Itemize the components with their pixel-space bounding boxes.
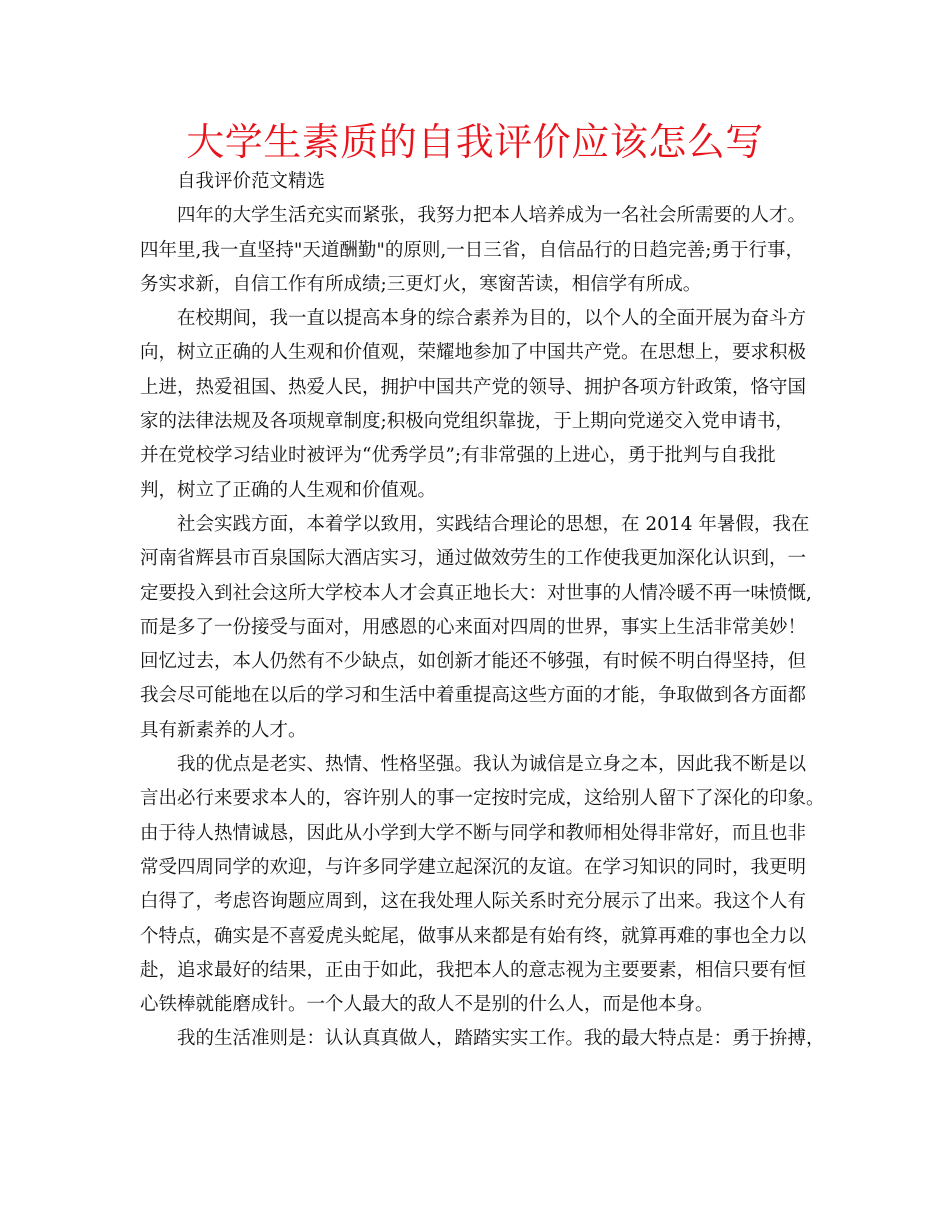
- paragraph-line: 社会实践方面，本着学以致用，实践结合理论的思想，在 2014 年暑假，我在: [177, 513, 810, 535]
- paragraph-line: 个特点，确实是不喜爱虎头蛇尾，做事从来都是有始有终，就算再难的事也全力以: [140, 925, 807, 947]
- document-title: 大学生素质的自我评价应该怎么写: [186, 120, 764, 164]
- paragraph-line: 回忆过去，本人仍然有不少缺点，如创新才能还不够强，有时候不明白得坚持，但: [140, 651, 807, 673]
- paragraph-line: 心铁棒就能磨成针。一个人最大的敌人不是别的什么人，而是他本身。: [140, 994, 714, 1016]
- paragraph-line: 在校期间，我一直以提高本身的综合素养为目的，以个人的全面开展为奋斗方: [177, 308, 807, 330]
- paragraph-line: 我会尽可能地在以后的学习和生活中着重提高这些方面的才能，争取做到各方面都: [140, 685, 807, 707]
- paragraph: [140, 199, 830, 302]
- paragraph-line: 由于待人热情诚恳，因此从小学到大学不断与同学和教师相处得非常好，而且也非: [140, 822, 807, 844]
- paragraph-line: 常受四周同学的欢迎，与许多同学建立起深沉的友谊。在学习知识的同时，我更明: [140, 856, 807, 878]
- paragraph: [140, 508, 830, 748]
- paragraph-line: 定要投入到社会这所大学校本人才会真正地长大：对世事的人情冷暖不再一味愤慨,: [140, 582, 812, 604]
- paragraph: [140, 302, 830, 508]
- paragraph-line: 我的优点是老实、热情、性格坚强。我认为诚信是立身之本，因此我不断是以: [177, 754, 807, 776]
- paragraph-line: 白得了，考虑咨询题应周到，这在我处理人际关系时充分展示了出来。我这个人有: [140, 891, 807, 913]
- paragraph-line: 并在党校学习结业时被评为“优秀学员”;有非常强的上进心，勇于批判与自我批: [140, 445, 776, 467]
- paragraph-line: 河南省辉县市百泉国际大酒店实习，通过做效劳生的工作使我更加深化认识到，一: [140, 548, 807, 570]
- paragraph-line: 判，树立了正确的人生观和价值观。: [140, 479, 437, 501]
- paragraph-line: 四年的大学生活充实而紧张，我努力把本人培养成为一名社会所需要的人才。: [177, 205, 807, 227]
- paragraph-line: 四年里,我一直坚持"天道酬勤"的原则,一日三省，自信品行的日趋完善;勇于行事，: [140, 239, 805, 261]
- document-subtitle: 自我评价范文精选: [177, 171, 326, 192]
- paragraph-line: 具有新素养的人才。: [140, 719, 307, 741]
- paragraph-line: 赴，追求最好的结果，正由于如此，我把本人的意志视为主要要素，相信只要有恒: [140, 959, 807, 981]
- paragraph-list: [140, 199, 830, 1056]
- paragraph-line: 家的法律法规及各项规章制度;积极向党组织靠拢，于上期向党递交入党申请书，: [140, 411, 794, 433]
- paragraph-line: 而是多了一份接受与面对，用感恩的心来面对四周的世界，事实上生活非常美妙！: [140, 616, 807, 638]
- paragraph-line: 言出必行来要求本人的，容许别人的事一定按时完成，这给别人留下了深化的印象。: [140, 788, 825, 810]
- paragraph-line: 我的生活准则是：认认真真做人，踏踏实实工作。我的最大特点是：勇于拚搏，: [177, 1028, 825, 1050]
- paragraph: [140, 748, 830, 1022]
- paragraph-line: 向，树立正确的人生观和价值观，荣耀地参加了中国共产党。在思想上，要求积极: [140, 342, 807, 364]
- document-body: [140, 165, 830, 1057]
- paragraph: [140, 1022, 830, 1056]
- paragraph-line: 上进，热爱祖国、热爱人民，拥护中国共产党的领导、拥护各项方针政策，恪守国: [140, 376, 807, 398]
- paragraph-line: 务实求新，自信工作有所成绩;三更灯火，寒窗苦读，相信学有所成。: [140, 273, 702, 295]
